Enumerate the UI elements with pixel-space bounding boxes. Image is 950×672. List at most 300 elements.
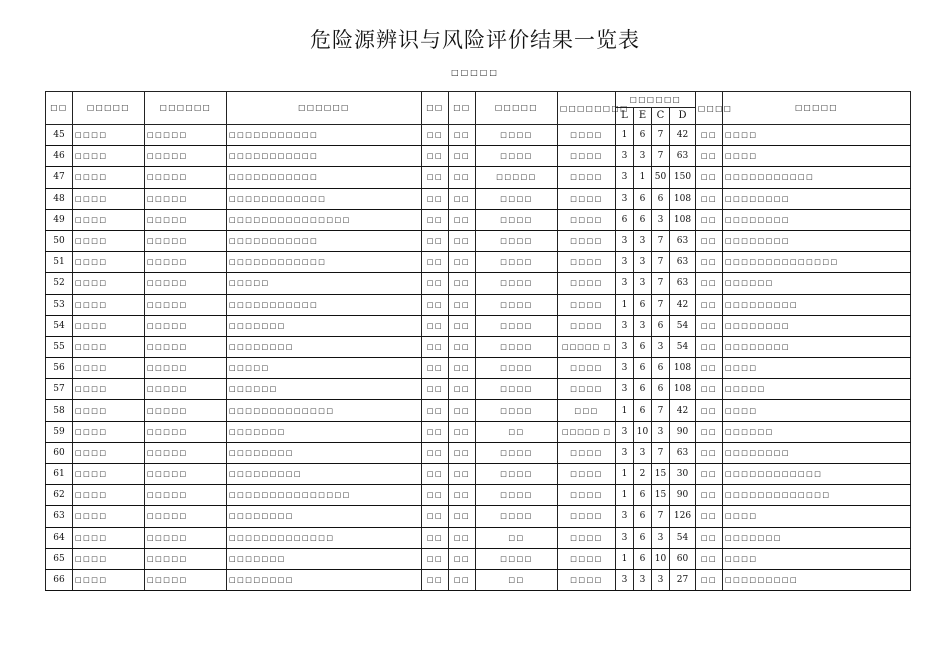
cell-col1: □□□□ — [73, 252, 145, 273]
cell-measures: □□□□□□□□□□□□ — [723, 464, 911, 485]
cell-D: 54 — [670, 315, 696, 336]
cell-col1: □□□□ — [73, 273, 145, 294]
cell-level: □□ — [696, 464, 723, 485]
cell-E: 6 — [634, 379, 652, 400]
cell-col5: □□ — [449, 464, 476, 485]
cell-col6: □□□□ — [476, 273, 558, 294]
cell-level: □□ — [696, 358, 723, 379]
header-col4: □□ — [422, 92, 449, 125]
cell-measures: □□□□□□□ — [723, 527, 911, 548]
cell-col2: □□□□□ — [145, 230, 227, 251]
cell-col6: □□□□ — [476, 146, 558, 167]
cell-col6: □□□□ — [476, 230, 558, 251]
cell-E: 1 — [634, 167, 652, 188]
cell-col1: □□□□ — [73, 548, 145, 569]
cell-col3: □□□□□□□ — [227, 421, 422, 442]
cell-col6: □□□□ — [476, 336, 558, 357]
table-row — [46, 188, 911, 209]
cell-col4: □□ — [422, 548, 449, 569]
cell-col7: □□□□ — [558, 167, 616, 188]
row-number: 59 — [46, 421, 73, 442]
row-number: 49 — [46, 209, 73, 230]
cell-level: □□ — [696, 230, 723, 251]
cell-col5: □□ — [449, 273, 476, 294]
cell-col7: □□□□ — [558, 315, 616, 336]
cell-col6: □□□□ — [476, 125, 558, 146]
cell-col3: □□□□□□□□□□□□ — [227, 188, 422, 209]
cell-L: 3 — [616, 569, 634, 590]
cell-col7: □□□□ — [558, 230, 616, 251]
cell-col3: □□□□□□□□□□□ — [227, 146, 422, 167]
cell-C: 7 — [652, 230, 670, 251]
table-row — [46, 506, 911, 527]
cell-E: 3 — [634, 252, 652, 273]
cell-E: 6 — [634, 336, 652, 357]
cell-col2: □□□□□ — [145, 464, 227, 485]
cell-col3: □□□□□□□ — [227, 548, 422, 569]
cell-col7: □□□□ — [558, 506, 616, 527]
cell-C: 7 — [652, 294, 670, 315]
table-row — [46, 464, 911, 485]
cell-col3: □□□□□□□□□□□□□□□ — [227, 485, 422, 506]
cell-D: 42 — [670, 294, 696, 315]
cell-C: 6 — [652, 358, 670, 379]
cell-col2: □□□□□ — [145, 442, 227, 463]
cell-level: □□ — [696, 400, 723, 421]
cell-E: 10 — [634, 421, 652, 442]
cell-col2: □□□□□ — [145, 336, 227, 357]
cell-col5: □□ — [449, 252, 476, 273]
cell-col7: □□□□ — [558, 464, 616, 485]
row-number: 50 — [46, 230, 73, 251]
cell-C: 7 — [652, 252, 670, 273]
cell-col1: □□□□ — [73, 506, 145, 527]
cell-L: 1 — [616, 464, 634, 485]
cell-level: □□ — [696, 167, 723, 188]
cell-level: □□ — [696, 315, 723, 336]
cell-col4: □□ — [422, 358, 449, 379]
cell-col7: □□□□ — [558, 548, 616, 569]
row-number: 51 — [46, 252, 73, 273]
cell-col5: □□ — [449, 336, 476, 357]
cell-level: □□ — [696, 379, 723, 400]
cell-col1: □□□□ — [73, 442, 145, 463]
cell-L: 1 — [616, 294, 634, 315]
cell-col4: □□ — [422, 485, 449, 506]
cell-level: □□ — [696, 421, 723, 442]
cell-col1: □□□□ — [73, 464, 145, 485]
cell-col1: □□□□ — [73, 379, 145, 400]
cell-measures: □□□□□□ — [723, 421, 911, 442]
cell-col2: □□□□□ — [145, 188, 227, 209]
row-number: 54 — [46, 315, 73, 336]
cell-col2: □□□□□ — [145, 294, 227, 315]
cell-D: 108 — [670, 209, 696, 230]
cell-col3: □□□□□ — [227, 273, 422, 294]
cell-C: 3 — [652, 209, 670, 230]
cell-col5: □□ — [449, 527, 476, 548]
table-row — [46, 315, 911, 336]
cell-L: 3 — [616, 252, 634, 273]
table-row — [46, 548, 911, 569]
cell-L: 3 — [616, 506, 634, 527]
cell-col2: □□□□□ — [145, 421, 227, 442]
cell-C: 10 — [652, 548, 670, 569]
cell-level: □□ — [696, 209, 723, 230]
cell-E: 3 — [634, 442, 652, 463]
cell-level: □□ — [696, 336, 723, 357]
cell-L: 3 — [616, 442, 634, 463]
cell-L: 3 — [616, 527, 634, 548]
row-number: 47 — [46, 167, 73, 188]
cell-level: □□ — [696, 294, 723, 315]
cell-col3: □□□□□□□□□□□ — [227, 167, 422, 188]
cell-D: 60 — [670, 548, 696, 569]
cell-col6: □□□□ — [476, 188, 558, 209]
row-number: 62 — [46, 485, 73, 506]
cell-level: □□ — [696, 252, 723, 273]
header-col1: □□□□□ — [73, 92, 145, 125]
cell-D: 90 — [670, 421, 696, 442]
cell-L: 3 — [616, 421, 634, 442]
cell-col7: □□□□ — [558, 273, 616, 294]
cell-col7: □□□□ — [558, 527, 616, 548]
cell-C: 3 — [652, 336, 670, 357]
cell-col1: □□□□ — [73, 485, 145, 506]
header-col2: □□□□□□ — [145, 92, 227, 125]
cell-col1: □□□□ — [73, 209, 145, 230]
cell-col7: □□□□ — [558, 294, 616, 315]
cell-level: □□ — [696, 548, 723, 569]
row-number: 48 — [46, 188, 73, 209]
cell-C: 7 — [652, 125, 670, 146]
cell-C: 7 — [652, 146, 670, 167]
cell-col2: □□□□□ — [145, 358, 227, 379]
cell-D: 90 — [670, 485, 696, 506]
row-number: 53 — [46, 294, 73, 315]
cell-D: 108 — [670, 379, 696, 400]
cell-D: 54 — [670, 336, 696, 357]
cell-col7: □□□□ — [558, 569, 616, 590]
cell-L: 6 — [616, 209, 634, 230]
cell-col5: □□ — [449, 358, 476, 379]
cell-col4: □□ — [422, 125, 449, 146]
cell-L: 1 — [616, 400, 634, 421]
cell-col5: □□ — [449, 209, 476, 230]
table-row — [46, 442, 911, 463]
cell-L: 1 — [616, 125, 634, 146]
cell-col5: □□ — [449, 421, 476, 442]
cell-col5: □□ — [449, 379, 476, 400]
cell-E: 6 — [634, 294, 652, 315]
cell-col7: □□□□ — [558, 358, 616, 379]
cell-col6: □□□□ — [476, 506, 558, 527]
cell-level: □□ — [696, 146, 723, 167]
cell-level: □□ — [696, 506, 723, 527]
cell-col6: □□□□ — [476, 442, 558, 463]
row-number: 66 — [46, 569, 73, 590]
header-col7: □□□□□□□□ — [558, 92, 616, 125]
cell-C: 3 — [652, 527, 670, 548]
row-number: 45 — [46, 125, 73, 146]
table-row — [46, 167, 911, 188]
row-number: 61 — [46, 464, 73, 485]
cell-col2: □□□□□ — [145, 400, 227, 421]
cell-measures: □□□□ — [723, 125, 911, 146]
cell-D: 63 — [670, 230, 696, 251]
header-no: □□ — [46, 92, 73, 125]
table-row — [46, 485, 911, 506]
cell-col6: □□□□ — [476, 358, 558, 379]
cell-col4: □□ — [422, 146, 449, 167]
cell-measures: □□□□ — [723, 548, 911, 569]
cell-C: 3 — [652, 569, 670, 590]
cell-col7: □□□□ — [558, 188, 616, 209]
cell-D: 108 — [670, 188, 696, 209]
cell-L: 3 — [616, 188, 634, 209]
cell-L: 3 — [616, 230, 634, 251]
header-col3: □□□□□□ — [227, 92, 422, 125]
cell-col4: □□ — [422, 400, 449, 421]
cell-col6: □□□□ — [476, 400, 558, 421]
cell-col3: □□□□□□□□□ — [227, 464, 422, 485]
row-number: 56 — [46, 358, 73, 379]
cell-col3: □□□□□□□□□□□□□□□ — [227, 209, 422, 230]
cell-col6: □□□□ — [476, 464, 558, 485]
cell-measures: □□□□□□□□ — [723, 442, 911, 463]
cell-E: 6 — [634, 527, 652, 548]
cell-L: 3 — [616, 379, 634, 400]
cell-col4: □□ — [422, 464, 449, 485]
row-number: 63 — [46, 506, 73, 527]
row-number: 65 — [46, 548, 73, 569]
cell-E: 6 — [634, 209, 652, 230]
cell-col5: □□ — [449, 125, 476, 146]
cell-measures: □□□□□□□□ — [723, 188, 911, 209]
cell-L: 3 — [616, 146, 634, 167]
header-level: □□□□ — [696, 92, 723, 125]
cell-col3: □□□□□ — [227, 358, 422, 379]
cell-col2: □□□□□ — [145, 273, 227, 294]
cell-col6: □□□□ — [476, 548, 558, 569]
table-row — [46, 569, 911, 590]
cell-C: 15 — [652, 464, 670, 485]
cell-col5: □□ — [449, 315, 476, 336]
cell-E: 3 — [634, 230, 652, 251]
cell-col3: □□□□□□ — [227, 379, 422, 400]
cell-C: 7 — [652, 442, 670, 463]
cell-col6: □□□□ — [476, 294, 558, 315]
document-title: 危险源辨识与风险评价结果一览表 — [310, 28, 640, 52]
cell-C: 6 — [652, 315, 670, 336]
document-subtitle: □□□□□ — [451, 68, 499, 77]
cell-col6: □□□□ — [476, 485, 558, 506]
cell-level: □□ — [696, 188, 723, 209]
cell-col7: □□□□ — [558, 442, 616, 463]
cell-C: 7 — [652, 400, 670, 421]
cell-col1: □□□□ — [73, 146, 145, 167]
table-row — [46, 400, 911, 421]
table-row — [46, 273, 911, 294]
cell-col7: □□□□ — [558, 146, 616, 167]
cell-col2: □□□□□ — [145, 485, 227, 506]
cell-col1: □□□□ — [73, 336, 145, 357]
row-number: 64 — [46, 527, 73, 548]
cell-L: 1 — [616, 548, 634, 569]
table-row — [46, 379, 911, 400]
cell-D: 63 — [670, 273, 696, 294]
cell-col1: □□□□ — [73, 125, 145, 146]
cell-E: 6 — [634, 358, 652, 379]
cell-col4: □□ — [422, 167, 449, 188]
cell-col3: □□□□□□□ — [227, 315, 422, 336]
cell-C: 6 — [652, 379, 670, 400]
cell-col4: □□ — [422, 273, 449, 294]
cell-col2: □□□□□ — [145, 569, 227, 590]
cell-col1: □□□□ — [73, 527, 145, 548]
cell-col3: □□□□□□□□□□□□□ — [227, 527, 422, 548]
header-C: C — [652, 108, 670, 125]
cell-C: 15 — [652, 485, 670, 506]
cell-col4: □□ — [422, 188, 449, 209]
cell-col3: □□□□□□□□ — [227, 442, 422, 463]
cell-col7: □□□□ — [558, 125, 616, 146]
cell-col3: □□□□□□□□ — [227, 506, 422, 527]
cell-col7: □□□□□ □ — [558, 336, 616, 357]
cell-D: 54 — [670, 527, 696, 548]
cell-col5: □□ — [449, 188, 476, 209]
cell-E: 3 — [634, 569, 652, 590]
cell-measures: □□□□□□□□□□□□□ — [723, 485, 911, 506]
cell-col2: □□□□□ — [145, 125, 227, 146]
table-row — [46, 125, 911, 146]
table-row — [46, 230, 911, 251]
cell-col4: □□ — [422, 209, 449, 230]
header-measures: □□□□□ — [723, 92, 911, 125]
cell-col7: □□□□ — [558, 209, 616, 230]
cell-col2: □□□□□ — [145, 209, 227, 230]
cell-measures: □□□□□□□□ — [723, 230, 911, 251]
cell-col3: □□□□□□□□□□□ — [227, 230, 422, 251]
cell-col3: □□□□□□□□□□□ — [227, 125, 422, 146]
cell-col5: □□ — [449, 167, 476, 188]
cell-E: 6 — [634, 506, 652, 527]
cell-D: 108 — [670, 358, 696, 379]
cell-col5: □□ — [449, 230, 476, 251]
cell-level: □□ — [696, 125, 723, 146]
cell-col4: □□ — [422, 294, 449, 315]
header-lec-group: □□□□□□ — [616, 92, 696, 108]
row-number: 52 — [46, 273, 73, 294]
cell-col1: □□□□ — [73, 230, 145, 251]
cell-E: 6 — [634, 400, 652, 421]
cell-L: 3 — [616, 358, 634, 379]
cell-D: 30 — [670, 464, 696, 485]
cell-L: 3 — [616, 273, 634, 294]
cell-col6: □□□□ — [476, 379, 558, 400]
header-D: D — [670, 108, 696, 125]
cell-col5: □□ — [449, 400, 476, 421]
row-number: 46 — [46, 146, 73, 167]
cell-col4: □□ — [422, 379, 449, 400]
cell-col1: □□□□ — [73, 569, 145, 590]
cell-measures: □□□□ — [723, 146, 911, 167]
cell-col1: □□□□ — [73, 294, 145, 315]
cell-col4: □□ — [422, 527, 449, 548]
table-row — [46, 146, 911, 167]
cell-measures: □□□□□□ — [723, 273, 911, 294]
cell-L: 3 — [616, 167, 634, 188]
cell-col6: □□□□ — [476, 252, 558, 273]
row-number: 57 — [46, 379, 73, 400]
table-row — [46, 527, 911, 548]
table-row — [46, 358, 911, 379]
cell-measures: □□□□ — [723, 358, 911, 379]
cell-col1: □□□□ — [73, 421, 145, 442]
cell-col3: □□□□□□□□ — [227, 336, 422, 357]
cell-col7: □□□□□ □ — [558, 421, 616, 442]
cell-D: 27 — [670, 569, 696, 590]
cell-col5: □□ — [449, 146, 476, 167]
cell-col6: □□□□ — [476, 209, 558, 230]
cell-level: □□ — [696, 273, 723, 294]
table-row — [46, 294, 911, 315]
cell-col3: □□□□□□□□ — [227, 569, 422, 590]
cell-col3: □□□□□□□□□□□□ — [227, 252, 422, 273]
cell-D: 63 — [670, 146, 696, 167]
cell-col4: □□ — [422, 421, 449, 442]
table-row — [46, 336, 911, 357]
cell-measures: □□□□□□□□□□□□□□ — [723, 252, 911, 273]
table-row — [46, 209, 911, 230]
cell-col5: □□ — [449, 548, 476, 569]
cell-col1: □□□□ — [73, 315, 145, 336]
cell-E: 6 — [634, 548, 652, 569]
table-row — [46, 252, 911, 273]
cell-col2: □□□□□ — [145, 506, 227, 527]
cell-E: 6 — [634, 485, 652, 506]
cell-L: 1 — [616, 485, 634, 506]
cell-col6: □□□□□ — [476, 167, 558, 188]
cell-level: □□ — [696, 442, 723, 463]
cell-C: 3 — [652, 421, 670, 442]
cell-D: 42 — [670, 125, 696, 146]
cell-col2: □□□□□ — [145, 167, 227, 188]
cell-col5: □□ — [449, 294, 476, 315]
cell-measures: □□□□□□□□ — [723, 209, 911, 230]
cell-E: 6 — [634, 188, 652, 209]
cell-col5: □□ — [449, 442, 476, 463]
cell-col4: □□ — [422, 252, 449, 273]
cell-level: □□ — [696, 569, 723, 590]
cell-level: □□ — [696, 485, 723, 506]
cell-col1: □□□□ — [73, 188, 145, 209]
cell-col2: □□□□□ — [145, 315, 227, 336]
cell-col3: □□□□□□□□□□□□□ — [227, 400, 422, 421]
cell-D: 63 — [670, 252, 696, 273]
cell-C: 50 — [652, 167, 670, 188]
cell-col5: □□ — [449, 485, 476, 506]
cell-col4: □□ — [422, 336, 449, 357]
row-number: 60 — [46, 442, 73, 463]
cell-col5: □□ — [449, 569, 476, 590]
cell-measures: □□□□□□□□ — [723, 336, 911, 357]
cell-measures: □□□□□□□□□ — [723, 294, 911, 315]
cell-col1: □□□□ — [73, 400, 145, 421]
cell-col6: □□ — [476, 421, 558, 442]
cell-measures: □□□□□□□□□ — [723, 569, 911, 590]
cell-col7: □□□□ — [558, 485, 616, 506]
